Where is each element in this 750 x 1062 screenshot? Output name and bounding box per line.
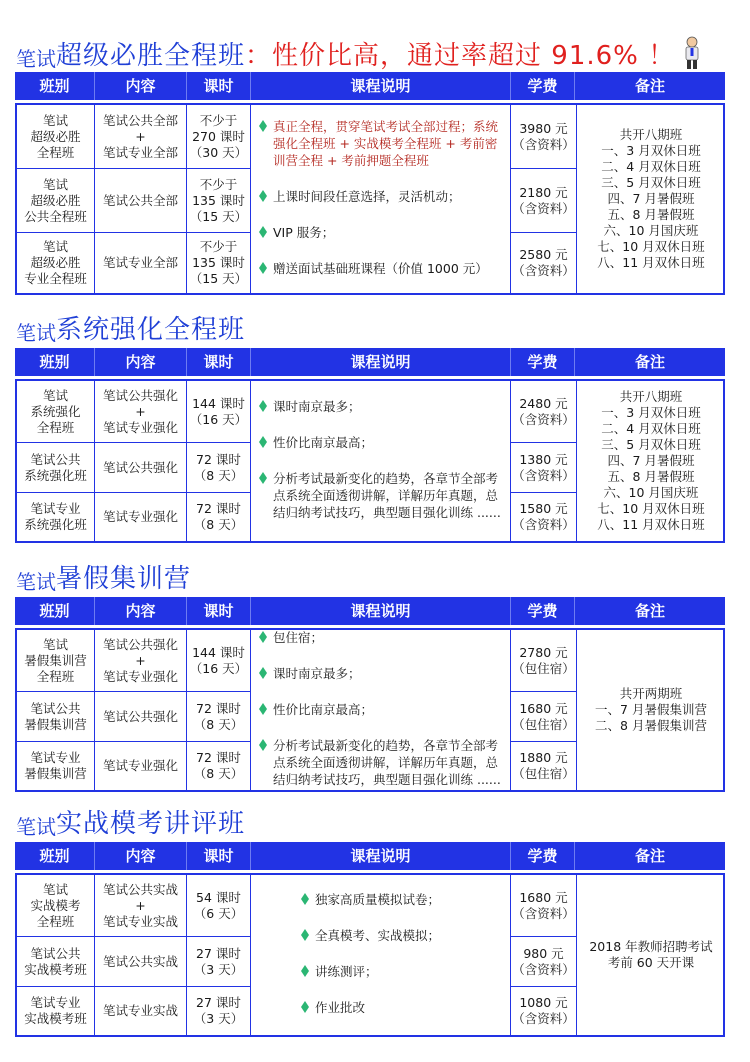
course-table (15, 873, 725, 1037)
cell-class: 笔试专业 暑假集训营 (17, 742, 95, 790)
header-note: 备注 (634, 77, 665, 95)
desc-item: 课时南京最多； (259, 398, 502, 415)
desc-list (301, 875, 440, 1035)
cell-class: 笔试 系统强化 全程班 (17, 381, 95, 443)
cell-fee: 1080 元 （含资料） (511, 987, 577, 1035)
desc-item: 课时南京最多； (259, 665, 502, 682)
desc-item: 分析考试最新变化的趋势，各章节全部考点系统全面透彻讲解，详解历年真题，总结归纳考试技巧，典型题目强化训练 ...... (259, 470, 502, 521)
header-desc: 课程说明 (251, 72, 511, 100)
cell-class: 笔试 实战模考 全程班 (17, 875, 95, 937)
cell-fee: 2180 元 （含资料） (511, 169, 577, 233)
cell-content: 笔试专业全部 (95, 233, 187, 293)
header-content: 内容 (95, 597, 187, 625)
course-table (15, 379, 725, 543)
cell-content: 笔试专业强化 (95, 742, 187, 790)
diamond-bullet-icon (259, 436, 267, 448)
cell-fee: 1680 元 （含资料） (511, 875, 577, 937)
cell-note: 共开两期班 一、7 月暑假集训营 二、8 月暑假集训营 (595, 686, 707, 733)
section-title-prefix: 笔试 (16, 815, 56, 839)
desc-item: 性价比南京最高； (259, 434, 502, 451)
section-title (16, 555, 191, 595)
cell-fee: 1580 元 （含资料） (511, 493, 577, 541)
section-title-prefix: 笔试 (16, 321, 56, 345)
desc-list (259, 382, 502, 540)
desc-item: 全真模考、实战模拟； (301, 927, 440, 944)
cell-fee: 1680 元 （包住宿） (511, 692, 577, 742)
cell-note: 2018 年教师招聘考试 考前 60 天开课 (589, 939, 713, 970)
cell-class: 笔试 暑假集训营 全程班 (17, 630, 95, 692)
diamond-bullet-icon (259, 262, 267, 274)
header-class: 班别 (15, 597, 95, 625)
cell-fee: 2580 元 （含资料） (511, 233, 577, 293)
section-title-main: 实战模考讲评班 (56, 809, 246, 839)
cell-hours: 144 课时 （16 天） (187, 630, 251, 692)
desc-item: 分析考试最新变化的趋势，各章节全部考点系统全面透彻讲解，详解历年真题，总结归纳考试技巧，典型题目强化训练 ...... (259, 737, 502, 788)
desc-item: 真正全程，贯穿笔试考试全部过程；系统强化全程班 + 实战模考全程班 + 考前密训营全程 + 考前押题全程班 (259, 118, 502, 169)
diamond-bullet-icon (259, 400, 267, 412)
course-table (15, 628, 725, 792)
desc-list (259, 613, 502, 807)
header-content: 内容 (95, 842, 187, 870)
cell-fee: 1380 元 （含资料） (511, 443, 577, 493)
header-hours: 课时 (187, 72, 251, 100)
table-header (15, 842, 725, 870)
diamond-bullet-icon (259, 226, 267, 238)
table-header (15, 72, 725, 100)
cell-class: 笔试 超级必胜 全程班 (17, 105, 95, 169)
cell-fee: 2480 元 （含资料） (511, 381, 577, 443)
cell-content: 笔试公共全部 + 笔试专业全部 (95, 105, 187, 169)
cell-content: 笔试公共实战 (95, 937, 187, 987)
header-class: 班别 (15, 348, 95, 376)
cell-desc (251, 105, 511, 293)
section-title (16, 306, 245, 346)
diamond-bullet-icon (259, 739, 267, 751)
cell-hours: 不少于 135 课时 （15 天） (187, 169, 251, 233)
cell-class: 笔试公共 系统强化班 (17, 443, 95, 493)
cell-content: 笔试公共实战 + 笔试专业实战 (95, 875, 187, 937)
cell-note: 共开八期班 一、3 月双休日班 二、4 月双休日班 三、5 月双休日班 四、7 月暑假班 五、8 月暑假班 六、10 月国庆班 七、10 月双休日班 八、11 月双休日班 (597, 127, 705, 270)
section-title-main: 超级必胜全程班 (56, 41, 246, 71)
header-fee: 学费 (511, 348, 575, 376)
diamond-bullet-icon (259, 667, 267, 679)
desc-item: 作业批改 (301, 999, 440, 1016)
teacher-mascot-icon (681, 36, 703, 70)
cell-hours: 72 课时 （8 天） (187, 493, 251, 541)
header-hours: 课时 (187, 348, 251, 376)
cell-desc (251, 381, 511, 541)
diamond-bullet-icon (259, 472, 267, 484)
header-fee: 学费 (511, 72, 575, 100)
section-title-prefix: 笔试 (16, 570, 56, 594)
header-content: 内容 (95, 348, 187, 376)
desc-item: VIP 服务； (259, 224, 502, 241)
cell-hours: 不少于 135 课时 （15 天） (187, 233, 251, 293)
cell-content: 笔试公共强化 + 笔试专业强化 (95, 630, 187, 692)
header-note: 备注 (634, 847, 665, 865)
desc-item: 包住宿； (259, 629, 502, 646)
cell-hours: 144 课时 （16 天） (187, 381, 251, 443)
cell-class: 笔试专业 系统强化班 (17, 493, 95, 541)
section-title (16, 32, 703, 72)
header-note: 备注 (634, 602, 665, 620)
cell-class: 笔试专业 实战模考班 (17, 987, 95, 1035)
cell-desc (251, 630, 511, 790)
desc-item: 性价比南京最高； (259, 701, 502, 718)
cell-fee: 980 元 （含资料） (511, 937, 577, 987)
section-title-prefix: 笔试 (16, 47, 56, 71)
desc-item: 赠送面试基础班课程（价值 1000 元） (259, 260, 502, 277)
diamond-bullet-icon (259, 631, 267, 643)
diamond-bullet-icon (259, 190, 267, 202)
diamond-bullet-icon (259, 120, 267, 132)
diamond-bullet-icon (301, 1001, 309, 1013)
cell-content: 笔试公共强化 + 笔试专业强化 (95, 381, 187, 443)
header-class: 班别 (15, 72, 95, 100)
cell-class: 笔试 超级必胜 公共全程班 (17, 169, 95, 233)
table-header (15, 348, 725, 376)
cell-content: 笔试公共全部 (95, 169, 187, 233)
desc-item: 讲练测评； (301, 963, 440, 980)
cell-content: 笔试专业强化 (95, 493, 187, 541)
cell-content: 笔试专业实战 (95, 987, 187, 1035)
section-title-main: 暑假集训营 (56, 564, 192, 594)
course-table (15, 103, 725, 295)
header-fee: 学费 (511, 597, 575, 625)
header-class: 班别 (15, 842, 95, 870)
section-title (16, 800, 245, 840)
cell-hours: 27 课时 （3 天） (187, 987, 251, 1035)
cell-note: 共开八期班 一、3 月双休日班 二、4 月双休日班 三、5 月双休日班 四、7 月暑假班 五、8 月暑假班 六、10 月国庆班 七、10 月双休日班 八、11 月双休日班 (597, 389, 705, 532)
cell-desc (251, 875, 511, 1035)
cell-hours: 54 课时 （6 天） (187, 875, 251, 937)
header-desc: 课程说明 (251, 842, 511, 870)
cell-content: 笔试公共强化 (95, 443, 187, 493)
diamond-bullet-icon (301, 893, 309, 905)
cell-class: 笔试公共 暑假集训营 (17, 692, 95, 742)
cell-fee: 1880 元 （包住宿） (511, 742, 577, 790)
desc-item: 独家高质量模拟试卷； (301, 891, 440, 908)
desc-item: 上课时间段任意选择，灵活机动； (259, 188, 502, 205)
section-title-accent: ：性价比高，通过率超过 91.6% ！ (245, 41, 676, 71)
cell-hours: 不少于 270 课时 （30 天） (187, 105, 251, 169)
diamond-bullet-icon (301, 929, 309, 941)
desc-list (259, 102, 502, 296)
diamond-bullet-icon (301, 965, 309, 977)
header-note: 备注 (634, 353, 665, 371)
section-title-main: 系统强化全程班 (56, 315, 246, 345)
cell-class: 笔试公共 实战模考班 (17, 937, 95, 987)
cell-hours: 72 课时 （8 天） (187, 443, 251, 493)
cell-hours: 72 课时 （8 天） (187, 742, 251, 790)
header-content: 内容 (95, 72, 187, 100)
cell-fee: 2780 元 （包住宿） (511, 630, 577, 692)
cell-fee: 3980 元 （含资料） (511, 105, 577, 169)
header-hours: 课时 (187, 842, 251, 870)
header-fee: 学费 (511, 842, 575, 870)
cell-hours: 72 课时 （8 天） (187, 692, 251, 742)
header-hours: 课时 (187, 597, 251, 625)
cell-hours: 27 课时 （3 天） (187, 937, 251, 987)
header-desc: 课程说明 (251, 597, 511, 625)
cell-content: 笔试公共强化 (95, 692, 187, 742)
cell-class: 笔试 超级必胜 专业全程班 (17, 233, 95, 293)
diamond-bullet-icon (259, 703, 267, 715)
header-desc: 课程说明 (251, 348, 511, 376)
